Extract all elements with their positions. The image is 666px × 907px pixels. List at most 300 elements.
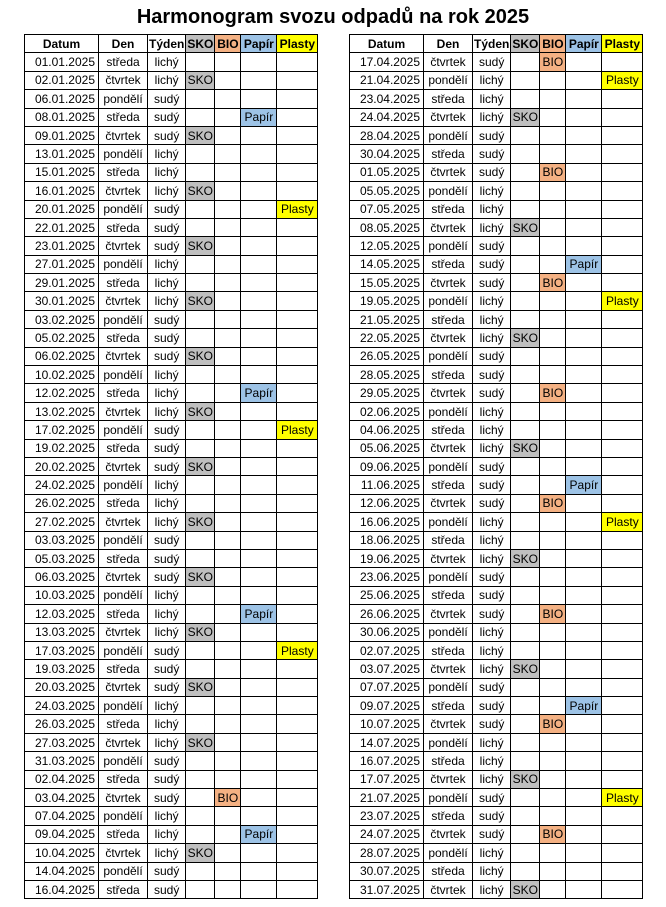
cell-week: lichý (148, 476, 186, 494)
cell-paper (566, 513, 602, 531)
table-row (25, 218, 318, 236)
cell-date: 30.01.2025 (25, 292, 99, 310)
cell-bio (540, 182, 566, 200)
cell-paper (566, 366, 602, 384)
cell-day: středa (99, 274, 148, 292)
cell-date: 26.02.2025 (25, 494, 99, 512)
cell-week: sudý (473, 53, 511, 71)
cell-date: 12.06.2025 (350, 494, 424, 512)
table-row (350, 108, 643, 126)
cell-plastic (277, 384, 318, 402)
cell-plastic (602, 108, 643, 126)
cell-day: čtvrtek (99, 513, 148, 531)
cell-bio (215, 126, 241, 144)
table-row (25, 439, 318, 457)
cell-date: 07.05.2025 (350, 200, 424, 218)
cell-plastic (277, 752, 318, 770)
cell-day: čtvrtek (424, 218, 473, 236)
cell-day: pondělí (424, 126, 473, 144)
cell-day: čtvrtek (99, 568, 148, 586)
table-row (350, 274, 643, 292)
table-row (25, 126, 318, 144)
cell-date: 31.03.2025 (25, 752, 99, 770)
cell-plastic (277, 329, 318, 347)
cell-week: lichý (148, 145, 186, 163)
cell-plastic (277, 513, 318, 531)
cell-day: středa (424, 807, 473, 825)
cell-bio (540, 237, 566, 255)
cell-plastic (602, 586, 643, 604)
cell-date: 26.03.2025 (25, 715, 99, 733)
cell-sko (186, 310, 215, 328)
table-row (350, 90, 643, 108)
table-row (25, 237, 318, 255)
cell-day: pondělí (99, 531, 148, 549)
cell-date: 19.02.2025 (25, 439, 99, 457)
cell-date: 27.03.2025 (25, 733, 99, 751)
cell-bio (540, 660, 566, 678)
cell-plastic (277, 182, 318, 200)
table-row (25, 421, 318, 439)
table-row (350, 310, 643, 328)
table-row (350, 715, 643, 733)
cell-week: sudý (473, 568, 511, 586)
cell-paper (241, 513, 277, 531)
cell-sko (511, 292, 540, 310)
table-row (350, 605, 643, 623)
cell-date: 16.01.2025 (25, 182, 99, 200)
cell-plastic (277, 825, 318, 843)
table-row (350, 825, 643, 843)
cell-bio (540, 218, 566, 236)
cell-day: středa (99, 825, 148, 843)
table-row (350, 126, 643, 144)
cell-sko (511, 310, 540, 328)
cell-plastic (602, 494, 643, 512)
cell-bio (215, 880, 241, 898)
table-row (350, 145, 643, 163)
cell-day: pondělí (99, 641, 148, 659)
cell-week: lichý (473, 402, 511, 420)
cell-date: 08.01.2025 (25, 108, 99, 126)
cell-sko (186, 218, 215, 236)
cell-date: 26.06.2025 (350, 605, 424, 623)
cell-week: lichý (473, 310, 511, 328)
cell-sko (186, 752, 215, 770)
cell-sko (186, 108, 215, 126)
cell-paper: Papír (566, 255, 602, 273)
cell-date: 22.01.2025 (25, 218, 99, 236)
cell-plastic (277, 218, 318, 236)
cell-date: 30.06.2025 (350, 623, 424, 641)
table-row (350, 549, 643, 567)
header-week: Týden (148, 35, 186, 53)
table-row (350, 237, 643, 255)
cell-paper (566, 623, 602, 641)
table-row (25, 402, 318, 420)
cell-date: 10.02.2025 (25, 366, 99, 384)
cell-date: 28.05.2025 (350, 366, 424, 384)
cell-bio (215, 697, 241, 715)
cell-week: sudý (473, 605, 511, 623)
cell-paper (566, 108, 602, 126)
cell-bio (540, 145, 566, 163)
cell-week: sudý (148, 660, 186, 678)
cell-sko (511, 568, 540, 586)
cell-paper (241, 844, 277, 862)
cell-sko (186, 274, 215, 292)
cell-plastic (602, 329, 643, 347)
cell-day: čtvrtek (424, 660, 473, 678)
cell-day: středa (99, 384, 148, 402)
cell-week: lichý (473, 108, 511, 126)
cell-plastic (277, 549, 318, 567)
cell-bio (215, 457, 241, 475)
cell-plastic (277, 310, 318, 328)
cell-plastic: Plasty (277, 200, 318, 218)
table-row (25, 697, 318, 715)
cell-bio (215, 329, 241, 347)
cell-day: pondělí (99, 90, 148, 108)
cell-sko (186, 789, 215, 807)
cell-sko: SKO (186, 568, 215, 586)
cell-day: středa (99, 329, 148, 347)
cell-paper: Papír (566, 697, 602, 715)
cell-week: sudý (148, 568, 186, 586)
cell-plastic (277, 402, 318, 420)
table-row (350, 880, 643, 898)
cell-sko (186, 494, 215, 512)
cell-day: pondělí (99, 476, 148, 494)
cell-date: 19.06.2025 (350, 549, 424, 567)
table-row (25, 623, 318, 641)
cell-date: 05.05.2025 (350, 182, 424, 200)
cell-week: lichý (473, 421, 511, 439)
cell-sko (511, 844, 540, 862)
cell-paper (566, 421, 602, 439)
cell-sko (186, 476, 215, 494)
cell-date: 12.05.2025 (350, 237, 424, 255)
cell-week: lichý (473, 218, 511, 236)
cell-paper (566, 71, 602, 89)
cell-week: sudý (473, 163, 511, 181)
cell-sko: SKO (511, 218, 540, 236)
header-sko: SKO (511, 35, 540, 53)
cell-plastic (277, 292, 318, 310)
cell-sko: SKO (511, 108, 540, 126)
cell-plastic: Plasty (602, 292, 643, 310)
cell-sko (511, 402, 540, 420)
cell-date: 27.01.2025 (25, 255, 99, 273)
cell-bio (540, 108, 566, 126)
cell-bio (215, 145, 241, 163)
cell-date: 02.04.2025 (25, 770, 99, 788)
cell-date: 17.07.2025 (350, 770, 424, 788)
cell-plastic (602, 807, 643, 825)
cell-bio (215, 715, 241, 733)
cell-day: čtvrtek (424, 384, 473, 402)
cell-week: lichý (473, 641, 511, 659)
cell-sko: SKO (511, 660, 540, 678)
table-row (25, 549, 318, 567)
cell-day: pondělí (99, 807, 148, 825)
table-row (350, 329, 643, 347)
cell-bio (540, 807, 566, 825)
cell-paper: Papír (241, 384, 277, 402)
cell-sko: SKO (511, 439, 540, 457)
cell-bio (215, 366, 241, 384)
cell-sko (511, 825, 540, 843)
cell-date: 16.07.2025 (350, 752, 424, 770)
cell-week: sudý (148, 752, 186, 770)
cell-sko: SKO (186, 292, 215, 310)
cell-day: čtvrtek (99, 789, 148, 807)
cell-day: čtvrtek (99, 402, 148, 420)
cell-paper (566, 402, 602, 420)
cell-plastic (277, 715, 318, 733)
cell-bio (540, 770, 566, 788)
cell-day: pondělí (424, 457, 473, 475)
cell-plastic: Plasty (602, 71, 643, 89)
cell-week: lichý (148, 825, 186, 843)
cell-plastic: Plasty (277, 641, 318, 659)
cell-paper (241, 347, 277, 365)
cell-sko: SKO (186, 237, 215, 255)
cell-week: sudý (473, 825, 511, 843)
table-row (25, 457, 318, 475)
cell-paper (241, 366, 277, 384)
cell-day: středa (99, 880, 148, 898)
cell-date: 07.04.2025 (25, 807, 99, 825)
cell-sko (511, 531, 540, 549)
table-row (25, 678, 318, 696)
cell-day: středa (424, 200, 473, 218)
cell-bio (215, 402, 241, 420)
cell-bio (215, 531, 241, 549)
cell-paper (241, 752, 277, 770)
cell-bio (215, 605, 241, 623)
cell-date: 24.04.2025 (350, 108, 424, 126)
table-row (25, 862, 318, 880)
cell-sko (186, 770, 215, 788)
cell-day: čtvrtek (424, 53, 473, 71)
table-row (350, 182, 643, 200)
cell-paper (241, 255, 277, 273)
cell-sko (511, 200, 540, 218)
cell-paper (241, 274, 277, 292)
cell-week: sudý (148, 347, 186, 365)
cell-sko: SKO (186, 733, 215, 751)
cell-bio (540, 549, 566, 567)
cell-sko (511, 586, 540, 604)
cell-plastic (602, 439, 643, 457)
cell-bio (215, 108, 241, 126)
cell-bio (215, 163, 241, 181)
cell-date: 13.01.2025 (25, 145, 99, 163)
cell-week: sudý (473, 807, 511, 825)
cell-day: pondělí (99, 586, 148, 604)
cell-plastic (602, 347, 643, 365)
cell-week: sudý (473, 126, 511, 144)
cell-day: pondělí (99, 366, 148, 384)
table-row (25, 274, 318, 292)
cell-sko (186, 880, 215, 898)
cell-bio (215, 292, 241, 310)
cell-sko (511, 126, 540, 144)
table-row (350, 163, 643, 181)
cell-bio (540, 255, 566, 273)
table-row (350, 513, 643, 531)
cell-bio (215, 825, 241, 843)
cell-date: 14.04.2025 (25, 862, 99, 880)
cell-date: 11.06.2025 (350, 476, 424, 494)
table-row (350, 347, 643, 365)
cell-paper (241, 715, 277, 733)
cell-bio: BIO (215, 789, 241, 807)
header-week: Týden (473, 35, 511, 53)
cell-sko (186, 255, 215, 273)
table-row (350, 733, 643, 751)
cell-sko: SKO (186, 347, 215, 365)
cell-day: pondělí (424, 789, 473, 807)
cell-sko (511, 733, 540, 751)
cell-date: 31.07.2025 (350, 880, 424, 898)
cell-bio: BIO (540, 274, 566, 292)
cell-date: 01.05.2025 (350, 163, 424, 181)
cell-date: 29.01.2025 (25, 274, 99, 292)
table-row (25, 90, 318, 108)
table-row (25, 71, 318, 89)
cell-bio (540, 733, 566, 751)
cell-paper (241, 862, 277, 880)
cell-bio (215, 862, 241, 880)
cell-bio (215, 274, 241, 292)
cell-paper (566, 549, 602, 567)
cell-sko (186, 807, 215, 825)
cell-paper (241, 163, 277, 181)
cell-sko (511, 641, 540, 659)
table-row (25, 807, 318, 825)
cell-bio: BIO (540, 384, 566, 402)
cell-date: 17.04.2025 (350, 53, 424, 71)
cell-date: 19.03.2025 (25, 660, 99, 678)
table-row (350, 218, 643, 236)
cell-paper (566, 494, 602, 512)
cell-date: 03.04.2025 (25, 789, 99, 807)
cell-day: středa (99, 605, 148, 623)
cell-bio (215, 494, 241, 512)
cell-paper (241, 182, 277, 200)
cell-paper (566, 347, 602, 365)
table-row (350, 568, 643, 586)
cell-day: středa (99, 53, 148, 71)
cell-week: lichý (148, 586, 186, 604)
table-row (350, 292, 643, 310)
cell-plastic (277, 108, 318, 126)
cell-bio: BIO (540, 825, 566, 843)
cell-bio (540, 623, 566, 641)
cell-week: lichý (148, 366, 186, 384)
cell-day: čtvrtek (424, 274, 473, 292)
cell-day: středa (424, 145, 473, 163)
cell-date: 23.07.2025 (350, 807, 424, 825)
cell-date: 23.06.2025 (350, 568, 424, 586)
cell-week: lichý (148, 697, 186, 715)
cell-day: středa (99, 163, 148, 181)
cell-day: pondělí (424, 292, 473, 310)
cell-plastic (277, 53, 318, 71)
cell-week: lichý (473, 71, 511, 89)
cell-bio (215, 752, 241, 770)
cell-week: sudý (473, 789, 511, 807)
table-row (25, 476, 318, 494)
cell-sko: SKO (186, 513, 215, 531)
cell-week: sudý (148, 421, 186, 439)
cell-week: sudý (148, 200, 186, 218)
cell-week: lichý (148, 53, 186, 71)
cell-day: středa (99, 108, 148, 126)
cell-paper (566, 90, 602, 108)
table-row (25, 53, 318, 71)
header-plastic: Plasty (602, 35, 643, 53)
cell-paper (241, 71, 277, 89)
cell-date: 08.05.2025 (350, 218, 424, 236)
cell-day: čtvrtek (99, 678, 148, 696)
table-row (350, 862, 643, 880)
cell-week: lichý (148, 494, 186, 512)
header-day: Den (99, 35, 148, 53)
cell-day: středa (99, 218, 148, 236)
cell-sko (511, 513, 540, 531)
cell-day: čtvrtek (99, 292, 148, 310)
cell-week: lichý (473, 549, 511, 567)
cell-day: středa (99, 715, 148, 733)
table-row (25, 329, 318, 347)
cell-paper (566, 200, 602, 218)
cell-sko (511, 237, 540, 255)
cell-week: lichý (148, 402, 186, 420)
cell-week: sudý (148, 126, 186, 144)
cell-sko (511, 255, 540, 273)
table-row (350, 476, 643, 494)
cell-day: pondělí (424, 237, 473, 255)
cell-paper (241, 880, 277, 898)
table-row (350, 457, 643, 475)
cell-bio: BIO (540, 53, 566, 71)
cell-date: 20.03.2025 (25, 678, 99, 696)
cell-plastic (277, 605, 318, 623)
cell-date: 09.04.2025 (25, 825, 99, 843)
cell-bio (540, 366, 566, 384)
cell-day: čtvrtek (424, 770, 473, 788)
cell-date: 20.01.2025 (25, 200, 99, 218)
header-row (350, 35, 643, 53)
header-date: Datum (25, 35, 99, 53)
cell-paper (566, 145, 602, 163)
cell-day: čtvrtek (99, 347, 148, 365)
cell-plastic (277, 844, 318, 862)
cell-paper (566, 660, 602, 678)
cell-date: 12.02.2025 (25, 384, 99, 402)
cell-day: čtvrtek (424, 825, 473, 843)
cell-sko (511, 71, 540, 89)
cell-sko (186, 825, 215, 843)
cell-day: pondělí (99, 752, 148, 770)
cell-plastic (602, 384, 643, 402)
cell-sko (186, 145, 215, 163)
table-row (25, 108, 318, 126)
cell-week: lichý (148, 292, 186, 310)
